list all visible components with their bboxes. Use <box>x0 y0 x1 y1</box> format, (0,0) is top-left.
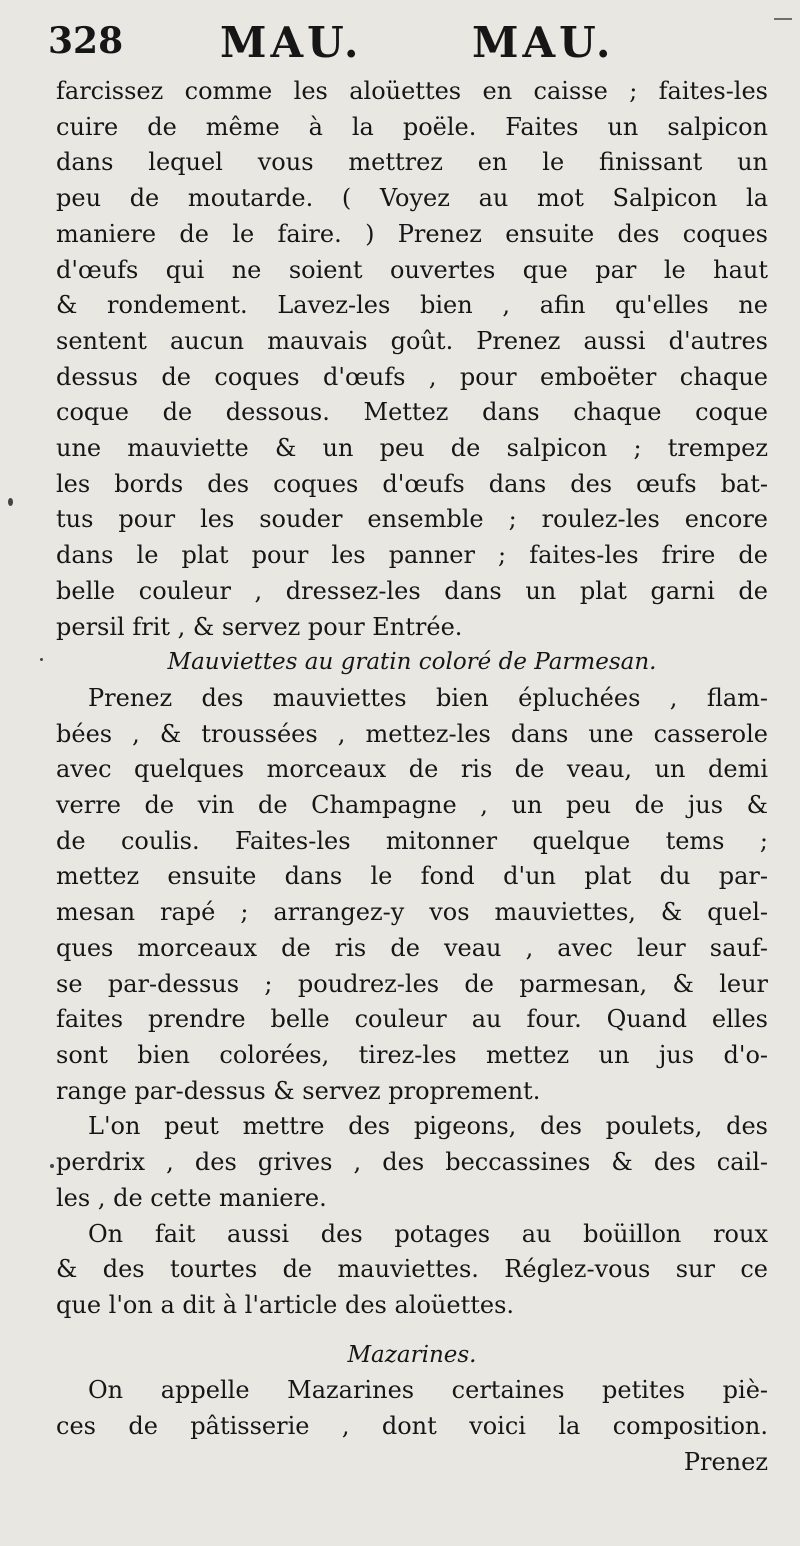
running-head-left: MAU. <box>220 18 363 67</box>
text-line: & rondement. Lavez-les bien , afin qu'elles ne <box>56 291 768 320</box>
ink-speck <box>50 1164 54 1168</box>
text-line: mettez ensuite dans le fond d'un plat du par- <box>56 862 768 891</box>
text-line: On appelle Mazarines certaines petites piè- <box>88 1376 768 1405</box>
text-line: range par-dessus & servez proprement. <box>56 1076 541 1105</box>
text-line: tus pour les souder ensemble ; roulez-les encore <box>56 505 768 534</box>
text-line: se par-dessus ; poudrez-les de parmesan, & leur <box>56 969 768 998</box>
text-line: bées , & troussées , mettez-les dans une casserole <box>56 719 768 748</box>
text-line: verre de vin de Champagne , un peu de jus & <box>56 791 768 820</box>
text-line: que l'on a dit à l'article des aloüettes. <box>56 1290 515 1319</box>
paragraph-mauviettes-recipe <box>56 681 768 1109</box>
paragraph-variations <box>56 1109 768 1216</box>
text-line: & des tourtes de mauviettes. Réglez-vous sur ce <box>56 1255 768 1284</box>
text-line: mesan rapé ; arrangez-y vos mauviettes, & quel- <box>56 898 768 927</box>
text-line: dessus de coques d'œufs , pour emboëter chaque <box>56 362 768 391</box>
text-line: Prenez des mauviettes bien épluchées , flam- <box>88 683 768 712</box>
text-line: sentent aucun mauvais goût. Prenez aussi d'autres <box>56 326 768 355</box>
page-number: 328 <box>48 20 124 62</box>
text-line: dans le plat pour les panner ; faites-les frire de <box>56 541 768 570</box>
text-line: les , de cette maniere. <box>56 1183 327 1212</box>
text-line: perdrix , des grives , des beccassines & des cail- <box>56 1148 768 1177</box>
page-header <box>48 18 768 78</box>
text-line: dans lequel vous mettrez en le finissant un <box>56 148 768 177</box>
text-line: belle couleur , dressez-les dans un plat garni de <box>56 576 768 605</box>
paragraph-continued <box>56 74 768 645</box>
paragraph-mazarines <box>56 1373 768 1444</box>
ink-speck <box>8 498 13 506</box>
text-line: ces de pâtisserie , dont voici la composition. <box>56 1412 768 1441</box>
text-line: farcissez comme les aloüettes en caisse ; faites-les <box>56 77 768 105</box>
text-line: les bords des coques d'œufs dans des œufs bat- <box>56 469 768 498</box>
text-line: L'on peut mettre des pigeons, des poulets, des <box>88 1112 768 1141</box>
catchword: Prenez <box>683 1447 768 1476</box>
text-line: d'œufs qui ne soient ouvertes que par le haut <box>56 255 768 284</box>
text-line: coque de dessous. Mettez dans chaque coque <box>56 398 768 427</box>
text-line: de coulis. Faites-les mitonner quelque tems ; <box>56 826 768 855</box>
paragraph-potages <box>56 1217 768 1324</box>
text-line: On fait aussi des potages au boüillon roux <box>88 1219 768 1248</box>
text-line: persil frit , & servez pour Entrée. <box>56 612 463 641</box>
text-line: peu de moutarde. ( Voyez au mot Salpicon la <box>56 184 768 213</box>
ink-speck <box>40 658 43 661</box>
text-line: avec quelques morceaux de ris de veau, un demi <box>56 755 768 784</box>
text-line: sont bien colorées, tirez-les mettez un jus d'o- <box>56 1040 768 1069</box>
text-line: une mauviette & un peu de salpicon ; trempez <box>56 434 768 463</box>
page-edge-mark <box>774 18 792 20</box>
text-line: cuire de même à la poële. Faites un salpicon <box>56 112 768 141</box>
section-heading-mauviettes: Mauviettes au gratin coloré de Parmesan. <box>167 649 657 676</box>
text-line: maniere de le faire. ) Prenez ensuite des coques <box>56 219 768 248</box>
text-line: ques morceaux de ris de veau , avec leur sauf- <box>56 933 768 962</box>
running-head-right: MAU. <box>472 18 615 67</box>
section-heading-mazarines: Mazarines. <box>347 1341 477 1368</box>
body-text <box>56 74 768 1480</box>
text-line: faites prendre belle couleur au four. Quand elles <box>56 1005 768 1034</box>
